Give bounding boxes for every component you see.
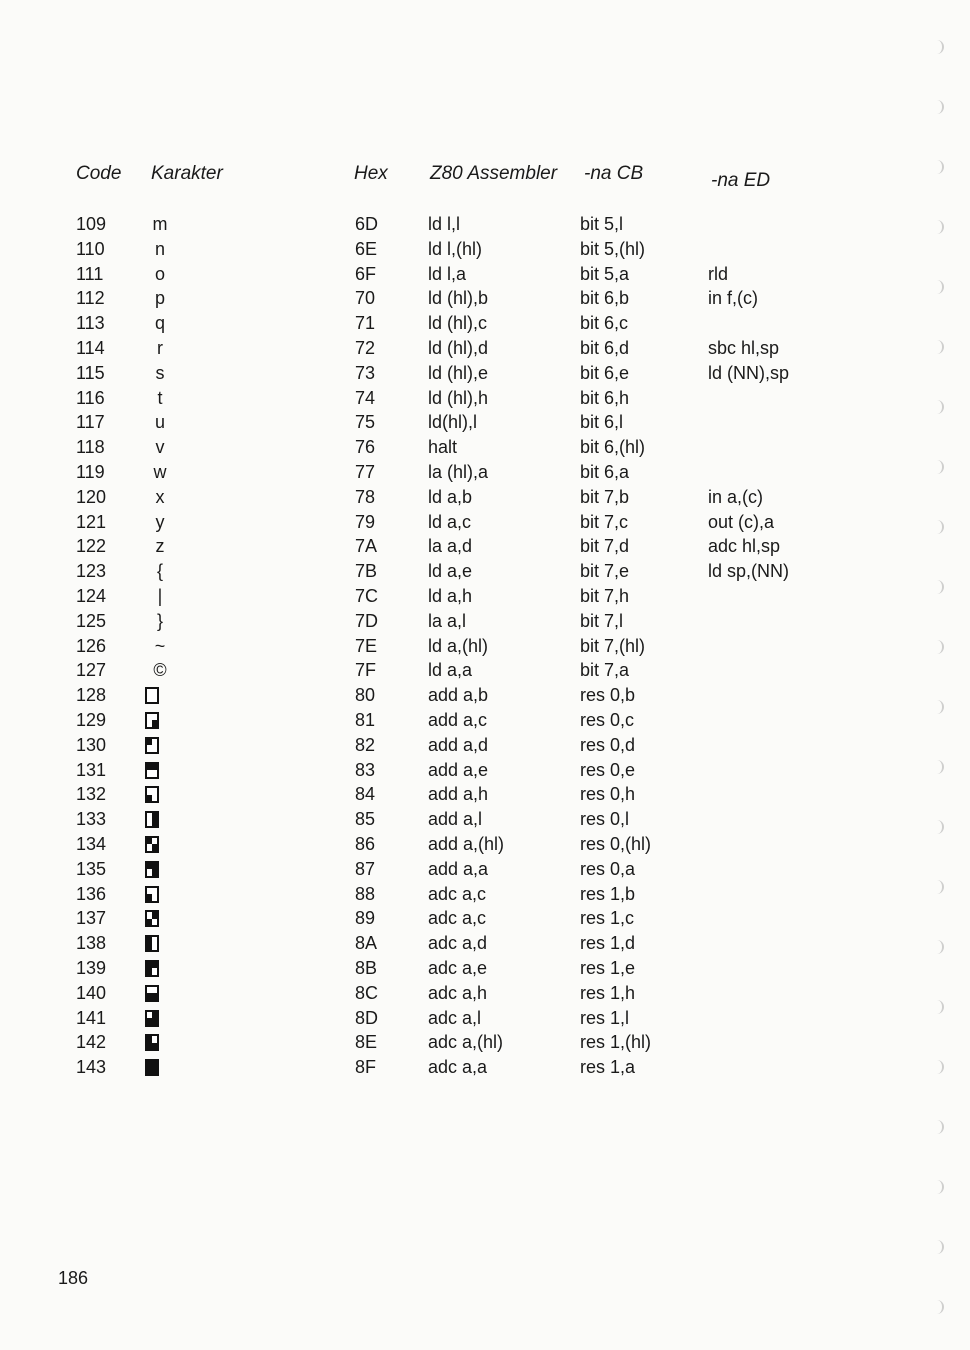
row-hex: 8D: [355, 1007, 379, 1028]
row-code: 142: [76, 1032, 107, 1053]
row-cb: bit 7,(hl): [580, 635, 646, 656]
row-character: u: [154, 412, 165, 433]
row-cb: bit 7,c: [580, 511, 629, 532]
row-code: 131: [76, 759, 107, 780]
row-code: 137: [76, 908, 107, 929]
character-table: [0, 212, 970, 1080]
row-code: 112: [76, 288, 105, 309]
row-hex: 8B: [355, 957, 378, 978]
row-character: ~: [154, 635, 166, 656]
row-ed: adc hl,sp: [708, 536, 781, 557]
block-graphic-icon: [145, 762, 159, 779]
table-row: [0, 534, 970, 559]
table-row: [0, 410, 970, 435]
row-hex: 72: [355, 337, 376, 358]
row-cb: bit 6,e: [580, 362, 630, 383]
table-row: [0, 485, 970, 510]
table-row: [0, 1030, 970, 1055]
row-character: z: [155, 536, 165, 557]
row-assembler: ld a,b: [428, 486, 473, 507]
block-graphic-icon: [145, 935, 159, 952]
table-row: [0, 262, 970, 287]
header-ed: -na ED: [711, 170, 771, 191]
header-code: Code: [76, 163, 122, 184]
block-graphic-icon: [145, 910, 159, 927]
row-assembler: adc a,c: [428, 883, 487, 904]
row-cb: bit 6,c: [580, 313, 629, 334]
row-assembler: adc a,l: [428, 1007, 482, 1028]
row-assembler: halt: [428, 437, 458, 458]
row-ed: in a,(c): [708, 486, 764, 507]
table-row: [0, 857, 970, 882]
row-assembler: la a,d: [428, 536, 473, 557]
row-cb: res 0,a: [580, 858, 636, 879]
row-code: 138: [76, 933, 107, 954]
row-cb: res 1,c: [580, 908, 635, 929]
row-cb: res 1,l: [580, 1007, 630, 1028]
header-hex: Hex: [354, 163, 388, 184]
row-cb: bit 6,a: [580, 461, 630, 482]
header-character: Karakter: [151, 163, 223, 184]
row-code: 132: [76, 784, 107, 805]
row-hex: 6F: [355, 263, 377, 284]
row-hex: 75: [355, 412, 376, 433]
row-assembler: add a,b: [428, 685, 489, 706]
row-code: 128: [76, 685, 107, 706]
row-assembler: ld (hl),e: [428, 362, 489, 383]
block-graphic-icon: [145, 1059, 159, 1076]
row-hex: 79: [355, 511, 376, 532]
row-assembler: ld l,(hl): [428, 238, 483, 259]
row-assembler: add a,c: [428, 709, 488, 730]
row-assembler: ld l,a: [428, 263, 467, 284]
row-assembler: ld (hl),d: [428, 337, 489, 358]
row-assembler: ld(hl),l: [428, 412, 478, 433]
row-hex: 76: [355, 437, 376, 458]
row-code: 122: [76, 536, 107, 557]
row-code: 124: [76, 585, 107, 606]
row-cb: bit 7,e: [580, 561, 630, 582]
row-cb: res 1,a: [580, 1057, 636, 1078]
row-hex: 84: [355, 784, 376, 805]
table-row: [0, 981, 970, 1006]
row-assembler: la (hl),a: [428, 461, 489, 482]
row-ed: sbc hl,sp: [708, 337, 780, 358]
table-row: [0, 361, 970, 386]
row-assembler: add a,d: [428, 734, 489, 755]
row-cb: bit 7,d: [580, 536, 630, 557]
row-code: 141: [76, 1007, 107, 1028]
row-assembler: adc a,(hl): [428, 1032, 504, 1053]
row-hex: 8E: [355, 1032, 378, 1053]
table-row: [0, 708, 970, 733]
row-hex: 6E: [355, 238, 378, 259]
table-row: [0, 609, 970, 634]
table-row: [0, 510, 970, 535]
row-code: 115: [76, 362, 105, 383]
row-code: 111: [76, 263, 104, 284]
table-header: [0, 163, 970, 193]
row-assembler: add a,h: [428, 784, 489, 805]
row-code: 133: [76, 809, 107, 830]
table-row: [0, 807, 970, 832]
row-hex: 80: [355, 685, 376, 706]
block-graphic-icon: [145, 861, 159, 878]
row-hex: 7E: [355, 635, 378, 656]
row-character: n: [154, 238, 165, 259]
row-cb: res 1,d: [580, 933, 636, 954]
row-assembler: ld l,l: [428, 214, 461, 234]
row-code: 117: [76, 412, 105, 433]
row-hex: 82: [355, 734, 376, 755]
row-assembler: ld (hl),h: [428, 387, 489, 408]
row-cb: bit 5,a: [580, 263, 630, 284]
row-hex: 7A: [355, 536, 378, 557]
row-code: 113: [76, 313, 105, 334]
table-row: [0, 559, 970, 584]
row-cb: res 0,l: [580, 809, 630, 830]
row-hex: 6D: [355, 214, 379, 234]
row-code: 139: [76, 957, 107, 978]
row-assembler: ld a,e: [428, 561, 473, 582]
table-row: [0, 634, 970, 659]
row-cb: bit 6,h: [580, 387, 630, 408]
row-assembler: add a,a: [428, 858, 489, 879]
row-code: 118: [76, 437, 105, 458]
row-assembler: adc a,c: [428, 908, 487, 929]
block-graphic-icon: [145, 687, 159, 704]
row-hex: 81: [355, 709, 376, 730]
block-graphic-icon: [145, 886, 159, 903]
row-cb: res 1,(hl): [580, 1032, 652, 1053]
row-hex: 8C: [355, 982, 379, 1003]
row-hex: 7F: [355, 660, 377, 681]
table-row: [0, 460, 970, 485]
table-row: [0, 758, 970, 783]
row-code: 116: [76, 387, 105, 408]
row-hex: 7C: [355, 585, 379, 606]
table-row: [0, 1006, 970, 1031]
block-graphic-icon: [145, 1034, 159, 1051]
row-cb: res 0,(hl): [580, 833, 652, 854]
row-code: 119: [76, 461, 105, 482]
row-code: 135: [76, 858, 107, 879]
row-character: r: [157, 337, 163, 358]
row-assembler: add a,(hl): [428, 833, 505, 854]
row-code: 129: [76, 709, 107, 730]
row-character: p: [154, 288, 165, 309]
row-character: {: [156, 561, 163, 582]
block-graphic-icon: [145, 786, 159, 803]
row-assembler: ld (hl),c: [428, 313, 488, 334]
row-assembler: adc a,e: [428, 957, 488, 978]
row-code: 109: [76, 214, 107, 234]
row-assembler: la a,l: [428, 610, 467, 631]
row-character: }: [156, 610, 163, 631]
table-row: [0, 237, 970, 262]
table-row: [0, 931, 970, 956]
row-character: |: [157, 585, 163, 606]
row-character: y: [155, 511, 165, 532]
row-cb: res 0,h: [580, 784, 636, 805]
row-code: 130: [76, 734, 107, 755]
row-hex: 89: [355, 908, 376, 929]
row-code: 126: [76, 635, 107, 656]
row-hex: 87: [355, 858, 376, 879]
row-character: o: [154, 263, 165, 284]
header-assembler: Z80 Assembler: [430, 163, 558, 184]
row-character: w: [153, 461, 167, 482]
row-cb: res 0,e: [580, 759, 636, 780]
table-row: [0, 336, 970, 361]
block-graphic-icon: [145, 737, 159, 754]
block-graphic-icon: [145, 985, 159, 1002]
row-cb: bit 7,a: [580, 660, 630, 681]
table-row: [0, 782, 970, 807]
row-cb: bit 7,b: [580, 486, 630, 507]
row-hex: 8A: [355, 933, 378, 954]
table-row: [0, 658, 970, 683]
row-assembler: ld a,c: [428, 511, 472, 532]
row-code: 110: [76, 238, 105, 259]
table-row: [0, 832, 970, 857]
table-row: [0, 882, 970, 907]
row-character: v: [155, 437, 165, 458]
row-code: 134: [76, 833, 107, 854]
header-cb: -na CB: [584, 163, 644, 184]
row-hex: 7D: [355, 610, 379, 631]
row-ed: ld sp,(NN): [708, 561, 790, 582]
row-code: 136: [76, 883, 107, 904]
row-code: 125: [76, 610, 107, 631]
table-row: [0, 906, 970, 931]
row-assembler: ld a,(hl): [428, 635, 489, 656]
row-cb: bit 6,b: [580, 288, 630, 309]
row-cb: bit 6,l: [580, 412, 624, 433]
row-character: s: [155, 362, 165, 383]
row-cb: bit 6,d: [580, 337, 630, 358]
table-row: [0, 733, 970, 758]
row-assembler: adc a,h: [428, 982, 488, 1003]
row-ed: in f,(c): [708, 288, 759, 309]
row-cb: res 1,e: [580, 957, 636, 978]
table-row: [0, 1055, 970, 1080]
table-row: [0, 286, 970, 311]
row-cb: bit 5,(hl): [580, 238, 646, 259]
row-character: q: [154, 313, 165, 334]
row-cb: bit 7,l: [580, 610, 624, 631]
row-cb: bit 5,l: [580, 214, 624, 234]
row-cb: res 0,c: [580, 709, 635, 730]
row-code: 123: [76, 561, 107, 582]
row-hex: 83: [355, 759, 376, 780]
row-hex: 70: [355, 288, 376, 309]
row-code: 121: [76, 511, 107, 532]
table-row: [0, 435, 970, 460]
row-hex: 78: [355, 486, 376, 507]
row-assembler: ld a,a: [428, 660, 473, 681]
row-ed: rld: [708, 263, 729, 284]
row-hex: 77: [355, 461, 376, 482]
row-assembler: adc a,d: [428, 933, 488, 954]
row-cb: res 1,h: [580, 982, 636, 1003]
row-hex: 74: [355, 387, 376, 408]
row-cb: res 0,d: [580, 734, 636, 755]
row-hex: 71: [355, 313, 376, 334]
row-assembler: add a,l: [428, 809, 483, 830]
row-hex: 73: [355, 362, 376, 383]
row-code: 127: [76, 660, 107, 681]
block-graphic-icon: [145, 960, 159, 977]
row-character: m: [152, 214, 168, 234]
table-row: [0, 212, 970, 237]
block-graphic-icon: [145, 836, 159, 853]
table-row: [0, 311, 970, 336]
row-hex: 85: [355, 809, 376, 830]
row-hex: 7B: [355, 561, 378, 582]
block-graphic-icon: [145, 1010, 159, 1027]
row-code: 143: [76, 1057, 107, 1078]
row-assembler: add a,e: [428, 759, 489, 780]
row-assembler: adc a,a: [428, 1057, 488, 1078]
row-character: t: [157, 387, 163, 408]
table-row: [0, 584, 970, 609]
row-ed: ld (NN),sp: [708, 362, 790, 383]
page-number: 186: [58, 1268, 89, 1288]
row-ed: out (c),a: [708, 511, 775, 532]
row-code: 140: [76, 982, 107, 1003]
row-cb: res 0,b: [580, 685, 636, 706]
row-character: x: [155, 486, 165, 507]
row-hex: 88: [355, 883, 376, 904]
row-assembler: ld (hl),b: [428, 288, 489, 309]
block-graphic-icon: [145, 811, 159, 828]
row-character: ©: [153, 660, 167, 681]
row-code: 114: [76, 337, 105, 358]
table-row: [0, 386, 970, 411]
row-hex: 8F: [355, 1057, 377, 1078]
row-assembler: ld a,h: [428, 585, 473, 606]
row-cb: res 1,b: [580, 883, 636, 904]
table-row: [0, 683, 970, 708]
row-cb: bit 7,h: [580, 585, 630, 606]
block-graphic-icon: [145, 712, 159, 729]
row-hex: 86: [355, 833, 376, 854]
row-cb: bit 6,(hl): [580, 437, 646, 458]
row-code: 120: [76, 486, 107, 507]
table-row: [0, 956, 970, 981]
